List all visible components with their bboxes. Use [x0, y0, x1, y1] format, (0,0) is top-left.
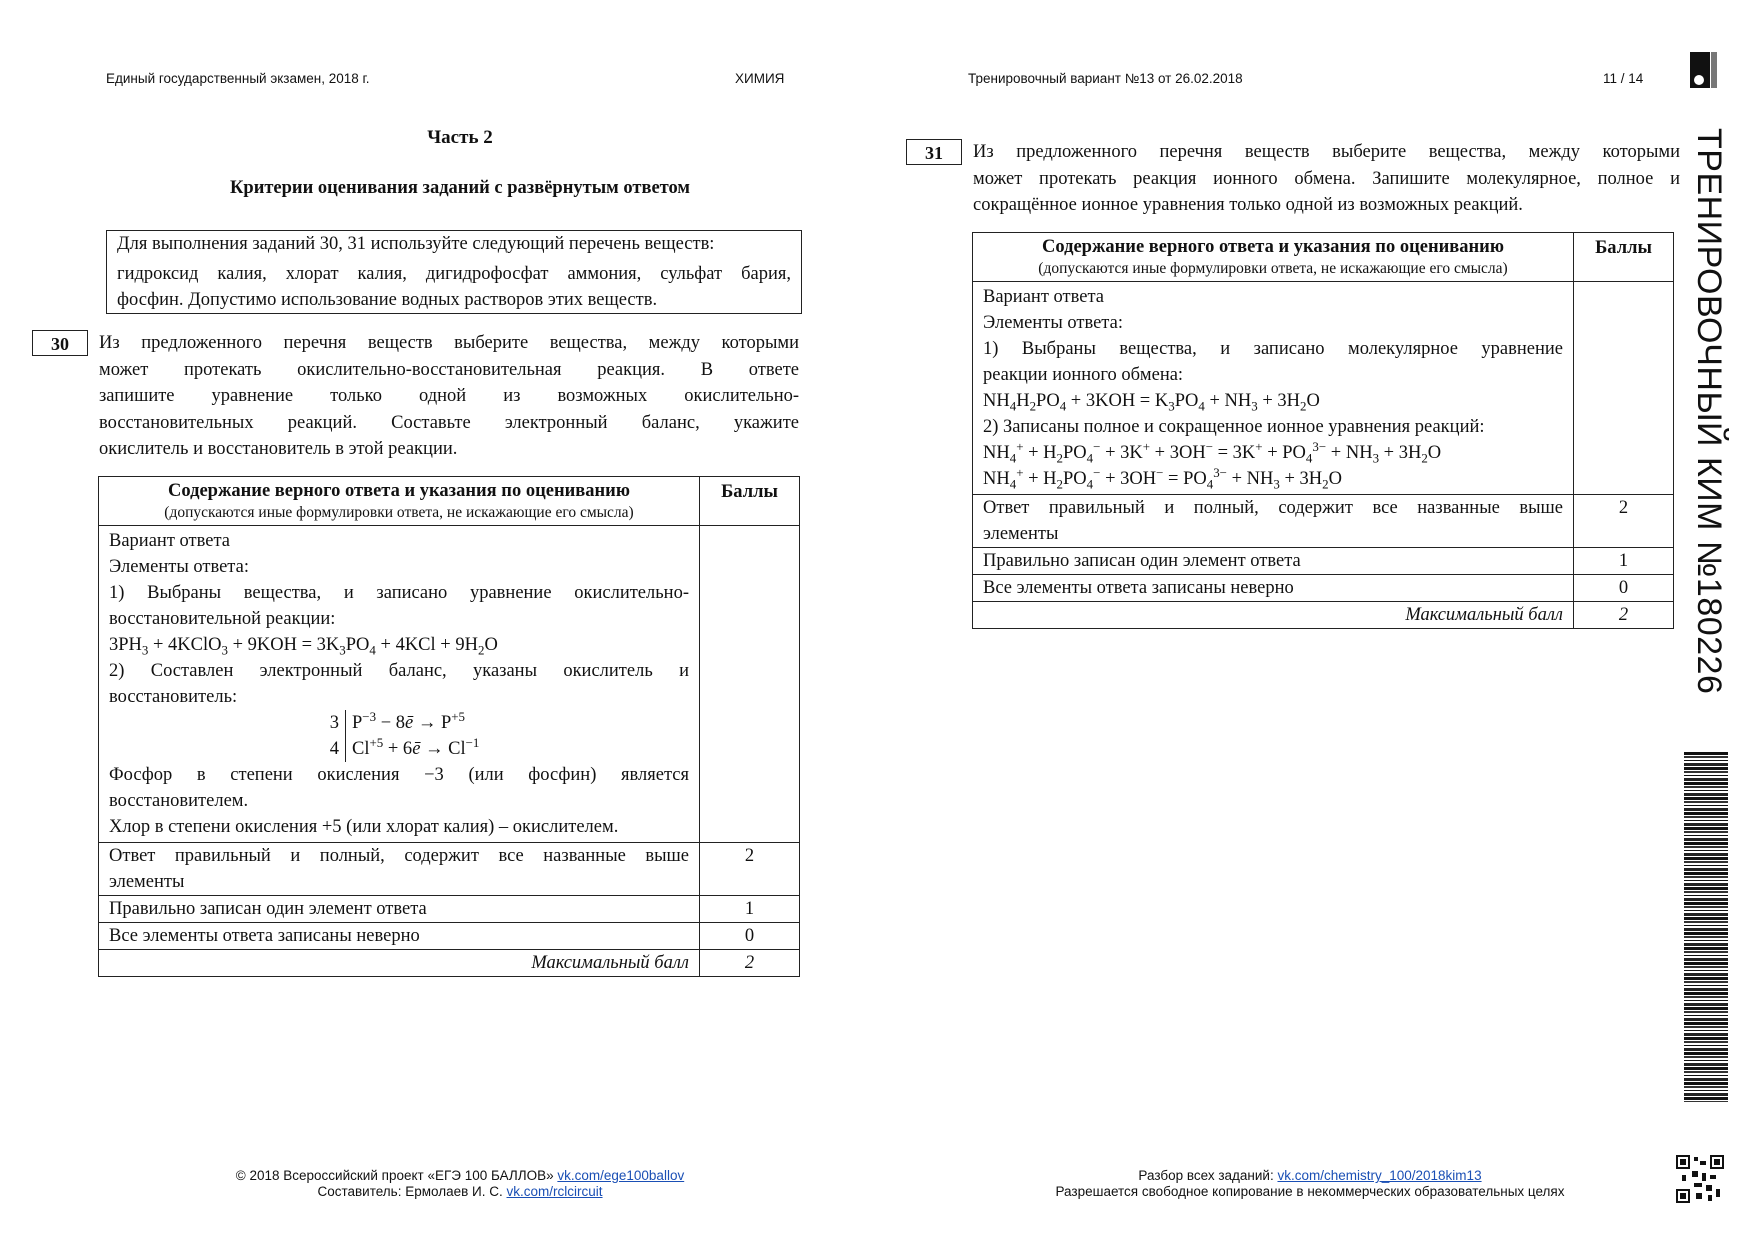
footer-project-link[interactable]: vk.com/ege100ballov — [557, 1168, 685, 1183]
table-row — [973, 495, 1674, 548]
question-31-number: 31 — [906, 139, 962, 165]
scoring-points: 0 — [1574, 575, 1674, 602]
question-30-text — [99, 330, 799, 463]
q30-text-line: окислитель и восстановитель в этой реакции. — [99, 439, 458, 459]
criteria-title: Критерии оценивания заданий с развёрнутым ответом — [229, 178, 691, 198]
corner-mark-icon — [1690, 52, 1720, 90]
answer-variant-label: Вариант ответа — [109, 531, 230, 551]
q30-criteria-table — [98, 476, 800, 977]
balance-coef: 4 — [329, 739, 339, 759]
max-score-value: 2 — [700, 950, 800, 977]
max-score-label: Максимальный балл — [973, 602, 1574, 629]
electron-balance — [319, 710, 689, 762]
answer-element-2: 2) Составлен электронный баланс, указаны окислитель и — [109, 661, 689, 681]
net-ionic-equation: $NH_4^+ + H_2PO_4^- + 3OH^- = PO_4^{3-} + NH_3 + 3H_2O$ — [983, 464, 1342, 492]
notice-line-3: фосфин. Допустимо использование водных растворов этих веществ. — [117, 290, 658, 310]
q31-criteria-table — [972, 232, 1674, 629]
table-header-row — [973, 233, 1674, 282]
balance-half-reaction: $P^{-3}$ − 8ē → $P^{+5}$ — [352, 708, 466, 733]
scoring-criterion-cont: элементы — [109, 872, 185, 892]
redox-equation: $3PH_3$ + 4KClO$_3$ + $9KOH = 3K_3PO_4 + 4KCl + 9H_2O$ — [109, 635, 498, 658]
reducer-statement: Фосфор в степени окисления −3 (или фосфин) является — [109, 765, 689, 785]
table-header-points: Баллы — [721, 482, 778, 502]
scoring-points: 2 — [1574, 495, 1674, 548]
vertical-kim-title-text: ТРЕНИРОВОЧНЫЙ КИМ №180226 — [1690, 128, 1728, 695]
footer-author-link[interactable]: vk.com/rclcircuit — [506, 1184, 603, 1199]
max-score-label: Максимальный балл — [99, 950, 700, 977]
q31-text-line: сокращённое ионное уравнения только одной из возможных реакций. — [973, 195, 1523, 215]
table-header-content: Содержание верного ответа и указания по оцениванию — [168, 481, 630, 501]
table-row — [99, 923, 800, 950]
footer-analysis-link[interactable]: vk.com/chemistry_100/2018kim13 — [1277, 1168, 1482, 1183]
q30-text-line: Из предложенного перечня веществ выберите вещества, между которыми — [99, 333, 799, 353]
part-title: Часть 2 — [427, 127, 493, 148]
footer-analysis-label: Разбор всех заданий: — [1138, 1168, 1274, 1183]
answer-variant-label: Вариант ответа — [983, 287, 1104, 307]
notice-line-1: Для выполнения заданий 30, 31 используйте следующий перечень веществ: — [117, 234, 715, 254]
q31-text-line: Из предложенного перечня веществ выберите вещества, между которыми — [973, 142, 1680, 162]
reducer-statement-cont: восстановителем. — [109, 791, 249, 811]
table-row-answer — [973, 282, 1674, 495]
balance-coef: 3 — [329, 713, 339, 733]
barcode-icon — [1684, 752, 1728, 1102]
table-row — [99, 896, 800, 923]
scoring-points: 1 — [1574, 548, 1674, 575]
header-subject: ХИМИЯ — [735, 71, 785, 86]
footer-copyright: © 2018 Всероссийский проект «ЕГЭ 100 БАЛЛОВ» — [235, 1168, 554, 1183]
full-ionic-equation: $NH_4^+ + H_2PO_4^- + 3K^+ + 3OH^- = 3K^+ + PO_4^{3-} + NH_3 + 3H_2O$ — [983, 438, 1442, 466]
scoring-points: 1 — [700, 896, 800, 923]
table-header-points: Баллы — [1595, 238, 1652, 258]
answer-element-2-cont: восстановитель: — [109, 687, 238, 707]
scoring-criterion: Ответ правильный и полный, содержит все названные выше — [983, 498, 1563, 518]
answer-element-1-cont: восстановительной реакции: — [109, 609, 336, 629]
table-row — [973, 575, 1674, 602]
scoring-criterion: Ответ правильный и полный, содержит все названные выше — [109, 846, 689, 866]
answer-elements-label: Элементы ответа: — [109, 557, 249, 577]
scoring-criterion-cont: элементы — [983, 524, 1059, 544]
table-header-note: (допускаются иные формулировки ответа, не искажающие его смысла) — [1038, 260, 1508, 277]
header-variant: Тренировочный вариант №13 от 26.02.2018 — [968, 71, 1243, 86]
max-score-value: 2 — [1574, 602, 1674, 629]
table-row-max — [973, 602, 1674, 629]
scoring-criterion: Правильно записан один элемент ответа — [973, 548, 1574, 575]
scoring-criterion: Правильно записан один элемент ответа — [99, 896, 700, 923]
question-31-text — [973, 139, 1680, 219]
answer-element-1: 1) Выбраны вещества, и записано уравнение окислительно- — [109, 583, 689, 603]
page-number: 11 / 14 — [1603, 71, 1644, 86]
oxidizer-statement: Хлор в степени окисления +5 (или хлорат калия) – окислителем. — [109, 817, 619, 837]
table-header-note: (допускаются иные формулировки ответа, не искажающие его смысла) — [164, 504, 634, 521]
scoring-points: 0 — [700, 923, 800, 950]
answer-element-1-cont: реакции ионного обмена: — [983, 365, 1184, 385]
answer-element-1: 1) Выбраны вещества, и записано молекулярное уравнение — [983, 339, 1563, 359]
footer-right — [1000, 1168, 1620, 1200]
answer-elements-label: Элементы ответа: — [983, 313, 1123, 333]
vertical-kim-title — [1690, 128, 1730, 728]
q31-text-line: может протекать реакция ионного обмена. Запишите молекулярное, полное и — [973, 168, 1680, 189]
table-header-row — [99, 477, 800, 526]
scoring-criterion: Все элементы ответа записаны неверно — [973, 575, 1574, 602]
substance-list-box — [106, 230, 802, 314]
footer-author: Составитель: Ермолаев И. С. — [317, 1184, 503, 1199]
table-row-answer — [99, 526, 800, 843]
table-header-content: Содержание верного ответа и указания по оцениванию — [1042, 237, 1504, 257]
question-30-number: 30 — [32, 330, 88, 356]
scoring-criterion: Все элементы ответа записаны неверно — [99, 923, 700, 950]
molecular-equation: $NH_4H_2PO_4 + 3KOH = K_3PO_4 + NH_3 + 3H_2O$ — [983, 391, 1320, 414]
table-row — [99, 843, 800, 896]
table-row — [973, 548, 1674, 575]
qr-code-icon — [1676, 1155, 1724, 1203]
q30-text-line: восстановительных реакций. Составьте электронный баланс, укажите — [99, 412, 799, 433]
answer-element-2: 2) Записаны полное и сокращенное ионное уравнения реакций: — [983, 417, 1485, 437]
balance-half-reaction: $Cl^{+5}$ + 6ē → $Cl^{-1}$ — [352, 734, 480, 759]
footer-license: Разрешается свободное копирование в некоммерческих образовательных целях — [1055, 1184, 1565, 1199]
scoring-points: 2 — [700, 843, 800, 896]
q30-text-line: может протекать окислительно-восстановительная реакция. В ответе — [99, 359, 799, 380]
notice-line-2: гидроксид калия, хлорат калия, дигидрофосфат аммония, сульфат бария, — [117, 264, 791, 284]
table-row-max — [99, 950, 800, 977]
header-exam-title: Единый государственный экзамен, 2018 г. — [106, 71, 370, 86]
footer-left — [150, 1168, 770, 1200]
q30-text-line: запишите уравнение только одной из возможных окислительно- — [99, 386, 799, 406]
